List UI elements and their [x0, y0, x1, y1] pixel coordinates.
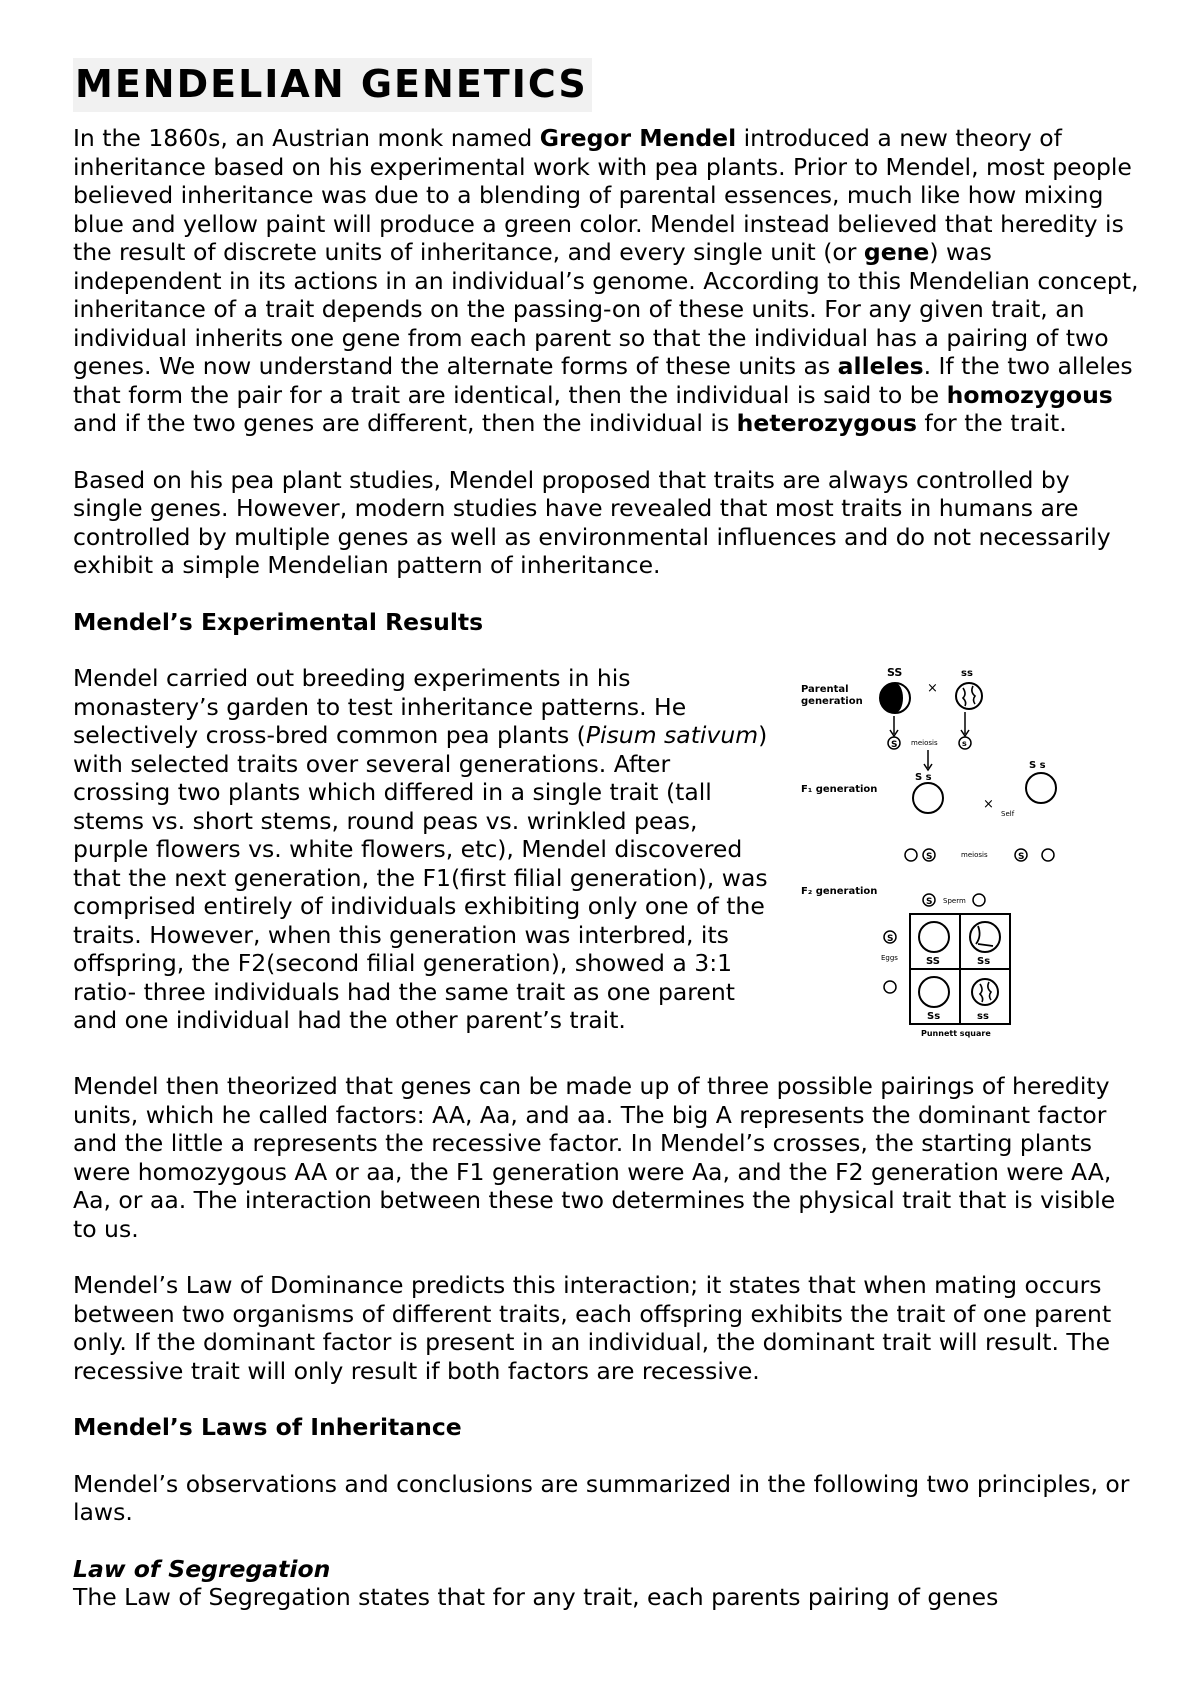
f1b-genotype: S s	[1029, 760, 1046, 771]
sperm-s	[973, 894, 985, 906]
eggs-label: Eggs	[881, 954, 898, 962]
law-of-dominance-paragraph: Mendel’s Law of Dominance predicts this interaction; it states that when mating occurs between two organisms of different traits, each offspring exhibits the trait of one parent only. If the dominant factor is present in an individual, the dominant trait will result. The recessive trait will only result if both factors are recessive.	[73, 1271, 1112, 1385]
parental-label-1: Parental	[801, 684, 849, 695]
term-pisum-sativum: Pisum sativum	[585, 721, 759, 749]
page-title: MENDELIAN GENETICS	[73, 58, 592, 112]
intro-text-4: . If the two alleles that form the pair for a trait are identical, then the individual is said to be	[73, 352, 1133, 409]
f1-gamete-S-left-letter: S	[926, 852, 933, 862]
f2-pea-Ss-2	[919, 977, 949, 1007]
term-homozygous: homozygous	[946, 380, 1113, 409]
gamete-s-letter: s	[962, 739, 967, 748]
gamete-S-letter: S	[891, 740, 898, 750]
f2-generation-label: F₂ generation	[801, 886, 878, 897]
sperm-S-letter: S	[926, 897, 933, 907]
sperm-label: Sperm	[943, 897, 966, 905]
parental-label-2: generation	[801, 696, 863, 707]
egg-s	[884, 981, 896, 993]
intro-text-3: ) was independent in its actions in an individual’s genome. According to this Mendelian concept, inheritance of a trait depends on the passing-on of these units. For any given trait, an individual inherits one gene from each parent so that the individual has a pairing of two genes. We now understand the alternate forms of these units as	[73, 238, 1139, 380]
p2-genotype: ss	[961, 668, 973, 679]
results-section	[73, 664, 1143, 1044]
cell-Ss-2: Ss	[927, 1011, 941, 1022]
heading-experimental-results: Mendel’s Experimental Results	[73, 607, 484, 636]
egg-S-letter: S	[887, 934, 894, 944]
factors-paragraph: Mendel then theorized that genes can be made up of three possible pairings of heredity units, which he called factors: AA, Aa, and aa. The big A represents the dominant factor and the little a represents the recessive factor. In Mendel’s crosses, the starting plants were homozygous AA or aa, the F1 generation were Aa, and the F2 generation were AA, Aa, or aa. The interaction between these two determines the physical trait that is visible to us.	[73, 1072, 1116, 1243]
intro-text-2: introduced a new theory of inheritance based on his experimental work with pea plants. Prior to Mendel, most people believed inheritance was due to a blending of parental essences, much like how mixing blue and yellow paint will produce a green color. Mendel instead believed that heredity is the result of discrete units of inheritance, and every single unit (or	[73, 124, 1132, 266]
results-text-2: ) with selected traits over several generations. After crossing two plants which differed in a single trait (tall stems vs. short stems, round peas vs. wrinkled peas, purple flowers vs. white flowers, etc), Mendel discovered that the next generation, the F1(first filial generation), was comprised entirely of individuals exhibiting only one of the traits. However, when this generation was interbred, its offspring, the F2(second filial generation), showed a 3:1 ratio- three individuals had the same trait as one parent and one individual had the other parent’s trait.	[73, 721, 768, 1034]
f1-gamete-S-right-letter: S	[1018, 852, 1025, 862]
cross-diagram-svg	[793, 664, 1093, 1044]
f1-generation-label: F₁ generation	[801, 784, 878, 795]
cell-SS: SS	[926, 956, 940, 967]
f1-pea-b	[1026, 773, 1056, 803]
term-gene: gene	[863, 238, 930, 266]
mendel-cross-diagram	[793, 664, 1093, 1044]
f1a-genotype: S s	[915, 772, 932, 783]
document-page	[73, 58, 1143, 1612]
heading-laws-of-inheritance: Mendel’s Laws of Inheritance	[73, 1413, 462, 1441]
term-heterozygous: heterozygous	[736, 409, 917, 437]
f2-pea-ss	[972, 979, 998, 1005]
segregation-paragraph: The Law of Segregation states that for any trait, each parents pairing of genes	[73, 1583, 999, 1611]
heading-law-of-segregation: Law of Segregation	[73, 1554, 331, 1583]
self-label: Self	[1001, 810, 1015, 818]
f1-pea-a	[913, 783, 943, 813]
f1-cross-sign: ×	[983, 797, 994, 812]
f2-pea-SS	[919, 922, 949, 952]
cell-ss: ss	[977, 1011, 989, 1022]
f1-gamete-s-right	[1042, 849, 1054, 861]
meiosis-label-2: meiosis	[961, 851, 988, 859]
results-text-1: Mendel carried out breeding experiments in his monastery’s garden to test inheritance patterns. He selectively cross-bred common pea plants (	[73, 664, 687, 749]
cell-Ss-1: Ss	[977, 956, 991, 967]
term-gregor-mendel: Gregor Mendel	[539, 124, 737, 152]
punnett-square-label: Punnett square	[921, 1029, 991, 1038]
intro-text-5: and if the two genes are different, then the individual is	[73, 409, 737, 437]
intro-text-6: for the trait.	[916, 409, 1067, 437]
intro-text-1: In the 1860s, an Austrian monk named	[73, 124, 540, 152]
parental-cross-sign: ×	[927, 681, 938, 696]
term-alleles: alleles	[837, 352, 924, 380]
modern-studies-paragraph: Based on his pea plant studies, Mendel proposed that traits are always controlled by single genes. However, modern studies have revealed that most traits in humans are controlled by multiple genes as well as environmental influences and do not necessarily exhibit a simple Mendelian pattern of inheritance.	[73, 465, 1111, 579]
results-paragraph	[73, 664, 773, 1035]
intro-paragraph	[73, 124, 1143, 438]
f1-gamete-s-left	[905, 849, 917, 861]
f2-pea-Ss-1	[970, 922, 1000, 952]
laws-summary-paragraph: Mendel’s observations and conclusions are summarized in the following two principles, or laws.	[73, 1469, 1130, 1526]
parent-wrinkled-pea	[956, 683, 982, 709]
meiosis-label-1: meiosis	[911, 739, 938, 747]
p1-genotype: SS	[887, 666, 903, 679]
